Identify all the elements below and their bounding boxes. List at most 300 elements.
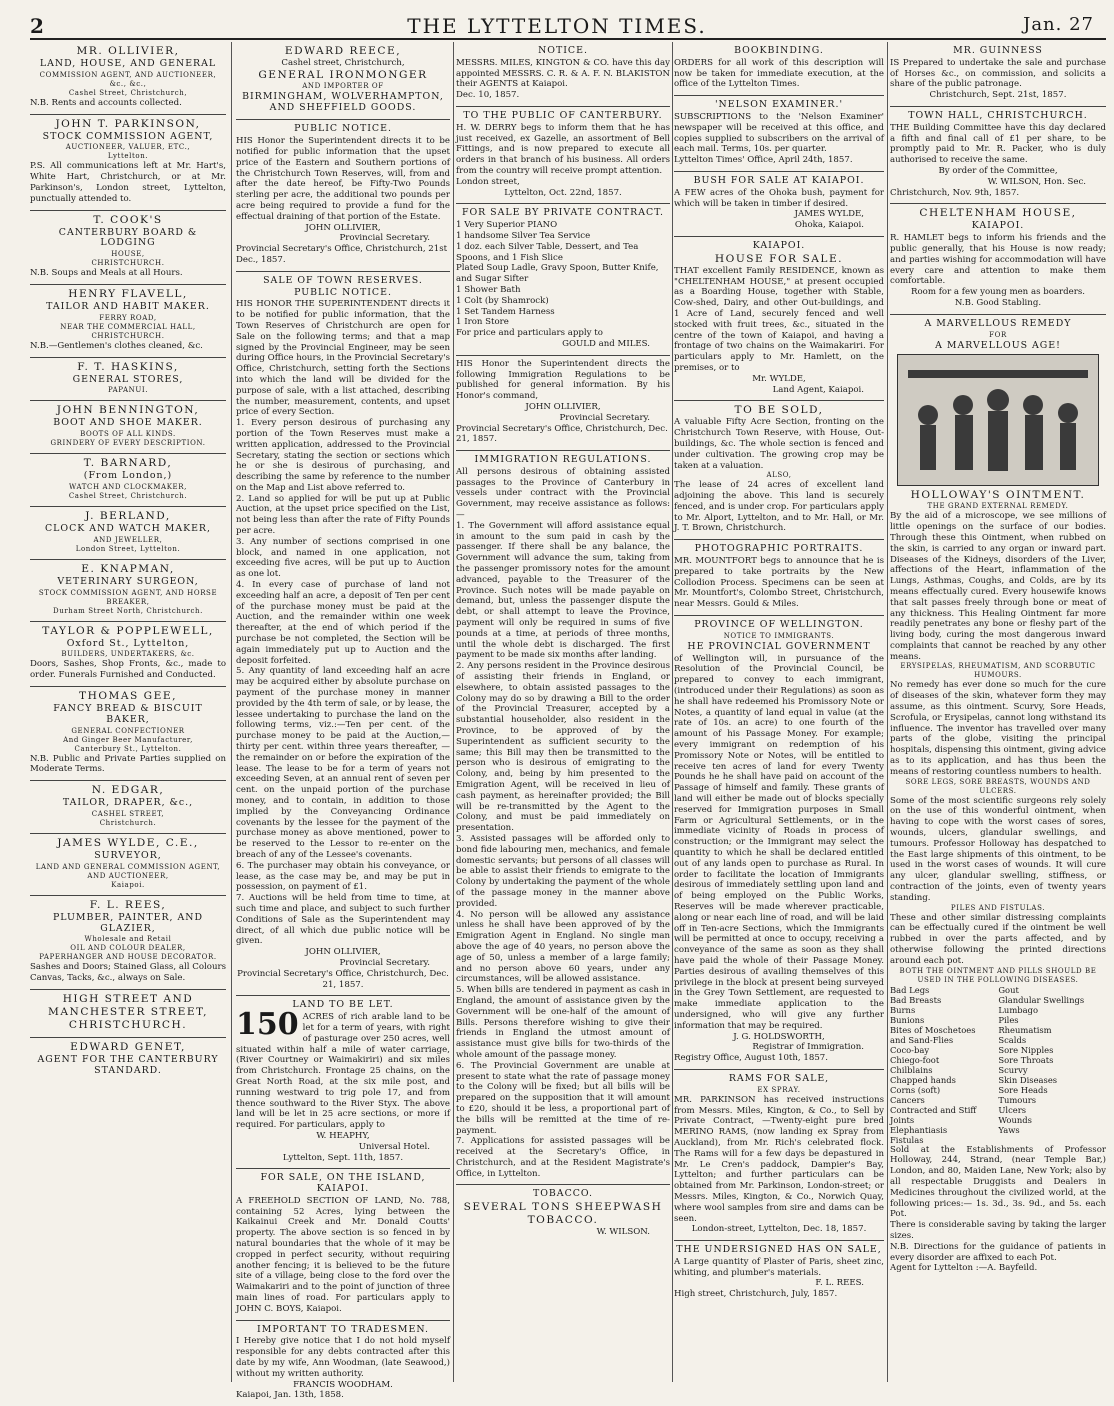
card-line: MR. OLLIVIER, <box>76 45 180 57</box>
card-line: London Street, Lyttelton. <box>75 544 181 553</box>
disease-cell: Piles <box>998 1014 1019 1025</box>
business-card <box>30 560 226 622</box>
signature-title: Registrar of Immigration. <box>752 1042 864 1053</box>
notice-body: HIS Honor the Superintendent directs the following Immigration Regulations to be published for general information. By his Honor's command, <box>456 358 670 402</box>
section-heading: SORE LEGS, SORE BREASTS, WOUNDS AND ULCERS. <box>905 777 1091 795</box>
notice-title: PHOTOGRAPHIC PORTRAITS. <box>694 543 864 555</box>
term-item: 5. Any quantity of land exceeding half an acre may be acquired either by absolute purchase on payment of the purchase money in manner provided by the 4th term of sale, or by lease, the lessee undertaking to purchase the land on the following terms, viz.:—Ten per cent. of the purchase money to be paid at the Auction,—thirty per cent. within three years thereafter, —the remainder on or before the expiration of the lease. The lease to be for a term of years not exceeding Seven, at an annual rent of seven per cent. on the unpaid portion of the purchase money, and to contain, in addition to those implied by the Conveyancing Ordinance covenants by the lessee for the payment of the purchase money as above mentioned, power to be reserved to the Lessor to re-enter on the breach of any of the Lessee's covenants. <box>236 666 450 860</box>
sale-item: 1 Shower Bath <box>456 284 521 295</box>
notice-title: HOUSE FOR SALE. <box>714 252 844 265</box>
card-line: GRINDERY OF EVERY DESCRIPTION. <box>50 439 206 448</box>
issue-date: Jan. 27 <box>1023 14 1094 35</box>
notice-body: THAT excellent Family RESIDENCE, known as "CHELTENHAM HOUSE," at present occupied as a Boarding House, together with Stable, Cow-shed, Dairy, and other Out-buildings, and 1 Acre of Land, securely fenced and well stocked with fruit trees, &c., situated in the centre of the town of Kaiapoi, and having a frontage of two chains on the Waimakariri. For particulars apply to Mr. Hamlett, on the premises, or to <box>674 265 884 373</box>
sale-item: 1 doz. each Silver Table, Dessert, and Tea Spoons, and 1 Fish Slice <box>456 241 639 263</box>
disease-cell: and Sand-Flies <box>890 1034 954 1045</box>
term-item: 2. Land so applied for will be put up at Public Auction, at the upset price specified on the List, not being less than after the rate of Fifty Pounds per acre. <box>236 493 450 537</box>
nelson-examiner-ad <box>674 96 884 172</box>
notice-body: ACRES of rich arable land to be let for a term of years, with right of pasturage over 250 acres, well situated within half a mile of water carriage, (River Courtney or Waimakiriri) and six miles from Christchurch. Frontage 25 chains, on the Great North Road, at the six mile post, and running westward to trig pole 17, and from thence southward to the River Styx. The above land will be let in 25 acre sections, or more if required. For particulars, apply to <box>236 1012 450 1131</box>
card-line: TAILOR AND HABIT MAKER. <box>46 300 210 312</box>
table-row <box>890 1065 1106 1075</box>
signature: W. WILSON. <box>596 1227 650 1238</box>
signature-title: Provincial Secretary. <box>559 412 650 423</box>
card-line: JOHN T. PARKINSON, <box>55 117 201 130</box>
business-card <box>30 781 226 834</box>
guinness-ad <box>890 42 1106 107</box>
card-line: LAND AND GENERAL COMMISSION AGENT, AND AUCTIONEER, <box>35 862 221 880</box>
card-line: SURVEYOR, <box>94 849 162 861</box>
card-line: Oxford St., Lyttelton, <box>66 637 190 649</box>
sale-on-island <box>236 1169 450 1320</box>
table-row <box>890 1075 1106 1085</box>
ad-paragraph: N.B. Directions for the guidance of patients in every disorder are affixed to each Pot. <box>890 1241 1106 1263</box>
card-line: (From London,) <box>83 470 173 482</box>
notice-title: TO BE SOLD, <box>734 404 824 417</box>
card-note: N.B. Soups and Meals at all Hours. <box>30 268 183 279</box>
disease-cell: Scurvy <box>998 1064 1028 1075</box>
signature-title: Provincial Secretary. <box>339 957 430 968</box>
signature: Mr. WYLDE, <box>752 373 806 384</box>
notice-title: LAND TO BE LET. <box>292 999 394 1011</box>
page-number: 2 <box>30 14 44 38</box>
card-line: JAMES WYLDE, C.E., <box>57 836 199 849</box>
photographic-portraits <box>674 540 884 616</box>
regulation-item: 6. The Provincial Government are unable at present to state what the rate of passage money to the Colony will be fixed; but all bills will be prepared on the supposition that it will amount to £20, should it be less, a proportional part of the bills will be remitted at the time of re-payment. <box>456 1060 670 1136</box>
disease-cell: Chiego-foot <box>890 1054 940 1065</box>
house-for-sale <box>674 237 884 401</box>
card-line: F. L. REES, <box>89 898 167 911</box>
notice-footer: High street, Christchurch, July, 1857. <box>674 1289 838 1300</box>
card-line: OIL AND COLOUR DEALER, <box>70 944 186 953</box>
notice-subtitle: KAIAPOI. <box>971 220 1025 232</box>
disease-cell: Lumbago <box>998 1004 1039 1015</box>
disease-cell: Chapped hands <box>890 1074 956 1085</box>
signature: FRANCIS WOODHAM. <box>293 1379 393 1390</box>
table-row <box>890 1125 1106 1135</box>
notice-title: FOR SALE BY PRIVATE CONTRACT. <box>461 207 665 219</box>
signature-title: Universal Hotel. <box>358 1141 430 1152</box>
card-line: NEAR THE COMMERCIAL HALL, <box>60 322 196 331</box>
location: KAIAPOI. <box>752 239 806 251</box>
immigration-intro <box>456 356 670 451</box>
column-2 <box>236 42 450 1401</box>
disease-cell: Joints <box>890 1114 915 1125</box>
card-line: Kaiapoi. <box>111 880 145 889</box>
card-line: T. COOK'S <box>93 213 163 226</box>
section-heading: PILES AND FISTULAS. <box>950 903 1046 912</box>
disease-cell: Wounds <box>998 1114 1032 1125</box>
table-row <box>890 995 1106 1005</box>
notice-body: SUBSCRIPTIONS to the 'Nelson Examiner' newspaper will be received at this office, and copies supplied to subscribers on the arrival of each mail. Terms, 10s. per quarter. <box>674 111 884 155</box>
disease-cell: Contracted and Stiff <box>890 1104 977 1115</box>
notice-body: MESSRS. MILES, KINGTON & CO. have this day appointed MESSRS. C. R. & A. F. N. BLAKISTON their AGENTS at Kaiapoi. <box>456 57 670 90</box>
notice-body: A FEW acres of the Ohoka bush, payment for which will be taken in timber if desired. <box>674 187 884 209</box>
table-row <box>890 985 1106 995</box>
section-heading: ERYSIPELAS, RHEUMATISM, AND SCORBUTIC HUMOURS. <box>900 662 1096 680</box>
disease-cell: Tumours <box>998 1094 1037 1105</box>
derry-notice <box>456 107 670 204</box>
notice-title: IMPORTANT TO TRADESMEN. <box>257 1323 429 1335</box>
acreage-number: 150 <box>236 1007 299 1043</box>
ad-paragraph: Some of the most scientific surgeons rely solely on the use of this wonderful ointment, when having to cope with the worst cases of sores, wounds, ulcers, glandular swellings, and tumours. Professor Holloway has despatched to the East large shipments of this ointment, to be used in the worst cases of wounds. It will cure any ulcer, glandular swelling, stiffness, or contraction of the joints, even of twenty years standing. <box>890 795 1106 903</box>
notice-body: A valuable Fifty Acre Section, fronting on the Christchurch Town Reserve, with House, Out-buildings, &c. The whole section is fenced and under cultivation. The growing crop may be taken at a valuation. <box>674 417 884 471</box>
card-line: PLUMBER, PAINTER, AND GLAZIER, <box>52 911 203 934</box>
notice-body: H. W. DERRY begs to inform them that he has just received, ex Gazelle, an assortment of Bell Fittings, and is now prepared to execute all orders in that branch of his business. All orders from the country will receive prompt attention. <box>456 122 670 176</box>
tradesmen-notice <box>236 1321 450 1406</box>
notice-footer: Registry Office, August 10th, 1857. <box>674 1053 828 1064</box>
notice-footer: Provincial Secretary's Office, Christchurch, 21st Dec., 1857. <box>236 244 448 265</box>
sale-of-town-reserves <box>236 272 450 997</box>
notice-body: MR. MOUNTFORT begs to announce that he is prepared to take portraits by the New Collodion Process. Specimens can be seen at Mr. Mountfort's, Colombo Street, Christchurch, near Messrs. Gould & Miles. <box>674 556 884 610</box>
signature-title: Provincial Secretary. <box>339 233 430 244</box>
ad-paragraph: By the aid of a microscope, we see millions of little openings on the surface of our bodies. Through these this Ointment, when rubbed on the skin, is carried to any organ or inward part. Diseases of the Kidneys, disorders of the Liver, affections of the Heart, inflammation of the Lungs, Asthmas, Coughs, and Colds, are by its means effectually cured. Every housewife knows that salt passes freely through bone or meat of any thickness. This Healing Ointment far more readily penetrates any bone or fleshy part of the living body, curing the most dangerous inward complaints that cannot be reached by any other means. <box>890 511 1106 662</box>
card-line: F. T. HASKINS, <box>77 360 179 373</box>
bush-sale-ad <box>674 172 884 237</box>
term-item: 1. Every person desirous of purchasing any portion of the Town Reserves must make a written application, addressed to the Provincial Secretary, stating the section or sections which he or she is desirous of purchasing, and describing the same by reference to the number on the Map and List above referred to. <box>236 418 450 493</box>
business-card <box>30 211 226 285</box>
card-line: JOHN BENNINGTON, <box>56 404 200 417</box>
table-row <box>890 1005 1106 1015</box>
advertiser-name: EDWARD REECE, <box>284 45 402 57</box>
section-heading: BOTH THE OINTMENT AND PILLS SHOULD BE USED IN THE FOLLOWING DISEASES. <box>899 966 1097 984</box>
business-card <box>30 358 226 402</box>
trade: GENERAL IRONMONGER <box>258 68 428 81</box>
term-item: 4. In every case of purchase of land not exceeding half an acre, a deposit of Ten per cent of the purchase money must be paid at the Auction, and the remainder within one week thereafter, at the end of which period if the purchase be not completed, the Section will be again immediately put up to Auction and the deposit forfeited. <box>236 580 450 666</box>
holloway-ointment-ad <box>890 315 1106 1279</box>
notice-footer: Provincial Secretary's Office, Christchurch, Dec. 21, 1857. <box>237 968 449 990</box>
address: Cashel street, Christchurch, <box>281 58 405 68</box>
business-card <box>30 622 226 687</box>
diseases-table <box>890 985 1106 1145</box>
card-line: COMMISSION AGENT, AND AUCTIONEER, &c., &c., <box>39 70 217 88</box>
card-line: PAPANUI. <box>107 386 149 395</box>
table-row <box>890 1045 1106 1055</box>
subtitle: AND IMPORTER OF <box>302 81 384 90</box>
table-row <box>890 1055 1106 1065</box>
engraving-figures <box>898 355 1098 485</box>
business-card <box>30 42 226 115</box>
notice-title: PUBLIC NOTICE. <box>294 123 392 135</box>
notice-title: RAMS FOR SALE, <box>728 1072 830 1084</box>
business-card <box>30 401 226 454</box>
business-card <box>30 990 226 1038</box>
notice-footer: Christchurch, Sept. 21st, 1857. <box>929 90 1067 101</box>
signature-title: Land Agent, Kaiapoi. <box>772 384 864 395</box>
signature: W. HEAPHY, <box>316 1130 370 1141</box>
notice-subtitle: PUBLIC NOTICE. <box>294 286 392 298</box>
section-to-be-sold <box>674 401 884 540</box>
ad-paragraph: Sold at the Establishments of Professor Holloway, 244, Strand, (near Temple Bar,) London, and 80, Maiden Lane, New York; also by all respectable Druggists and Dealers in Medicines throughout the civilized world, at the following prices:— 1s. 3d., 3s. 9d., and 5s. each Pot. <box>890 1144 1106 1220</box>
card-line: GENERAL CONFECTIONER <box>71 726 185 735</box>
column-divider <box>672 42 673 1382</box>
notice-title: NOTICE. <box>538 45 588 56</box>
note: Room for a few young men as boarders. <box>911 287 1085 298</box>
masthead-rule <box>30 38 1106 40</box>
column-3 <box>456 42 670 1382</box>
signature: J. G. HOLDSWORTH, <box>733 1031 825 1042</box>
sale-item: 1 Colt (by Shamrock) <box>456 295 549 306</box>
notice-body: R. HAMLET begs to inform his friends and the public generally, that his House is now ready; and parties wishing for accommodation will have every care and attention to make them comfortable. <box>890 233 1106 287</box>
business-card <box>30 1038 226 1083</box>
card-line: Durham Street North, Christchurch. <box>53 606 203 615</box>
goods: BIRMINGHAM, WOLVERHAMPTON, AND SHEFFIELD GOODS. <box>242 90 444 113</box>
card-note: N.B. Public and Private Parties supplied on Moderate Terms. <box>30 753 226 775</box>
card-line: HENRY FLAVELL, <box>68 287 188 300</box>
notice-footer: Lyttelton Times' Office, April 24th, 1857. <box>674 155 853 166</box>
term-item: 6. The purchaser may obtain his conveyance, or lease, as the case may be, and may be put in possession, on payment of £1. <box>236 860 450 893</box>
signature: JOHN OLLIVIER, <box>305 947 381 958</box>
regulation-item: 2. Any persons resident in the Province desirous of assisting their friends in England, or elsewhere, to obtain assisted passages to the Colony may do so by drawing a Bill to the order of the Provincial Treasurer, accepted by a substantial householder, also resident in the Province, to be approved of by the Superintendent as sufficient security to the same; this Bill may then be transmitted to the person who is desirous of emigrating to the Colony, and, being by him presented to the Emigration Agent, will be received in lieu of cash payment, as hereinafter provided; the Bill will be re-transmitted by the Agent to the Colony, and must be paid immediately on presentation. <box>456 661 670 834</box>
sale-item: 1 Set Tandem Harness <box>456 306 555 317</box>
disease-cell: Sore Heads <box>998 1084 1048 1095</box>
card-line: CLOCK AND WATCH MAKER, <box>45 522 211 534</box>
terms-list <box>236 418 450 947</box>
business-card <box>30 896 226 990</box>
cheltenham-house-ad <box>890 204 1106 314</box>
disease-cell: Skin Diseases <box>998 1074 1058 1085</box>
disease-cell: Coco-bay <box>890 1044 930 1055</box>
business-card <box>30 507 226 560</box>
notice-title: MR. GUINNESS <box>953 45 1043 56</box>
regulation-item: 7. Applications for assisted passages will be received at the Secretary's Office, in Christchurch, and at the Resident Magistrate's Office, in Lyttelton. <box>456 1136 670 1179</box>
card-note: N.B. Rents and accounts collected. <box>30 97 182 108</box>
notice-title: BUSH FOR SALE AT KAIAPOI. <box>693 174 865 186</box>
ad-headline: A MARVELLOUS REMEDY <box>924 317 1072 329</box>
land-to-let <box>236 996 450 1169</box>
disease-cell: Corns (soft) <box>890 1084 941 1095</box>
regulations-list <box>456 521 670 1180</box>
notice-title: SALE OF TOWN RESERVES. <box>263 274 423 286</box>
regulation-item: 1. The Government will afford assistance equal in amount to the sum paid in cash by the passenger. If there shall be any balance, the Government will advance the sum, taking from the passenger promissory notes for the amount advanced, payable to the Treasurer of the Province. Such notes will be made payable on demand, but, unless the passenger dispute the debt, or shall attempt to leave the Province, payment will only be required in sums of five pounds at a time, at periods of three months, until the whole debt is discharged. The first payment to be made six months after landing. <box>456 520 670 661</box>
notice-body-2: The lease of 24 acres of excellent land adjoining the above. This land is securely fenced, and is under crop. For particulars apply to Mr. Alport, Lyttelton, and to Mr. Hall, or Mr. J. T. Brown, Christchurch. <box>674 480 884 534</box>
notice-body: of Wellington will, in pursuance of the Resolution of the Provincial Council, be prepared to convey to each immigrant, (introduced under their Regulations) as soon as he shall have redeemed his Promissory Note or Notes, a quantity of land equal in value (at the rate of 10s. an acre) to one fourth of the amount of his Passage Money. For example; every immigrant on redemption of his Promissory Note or Notes, will be entitled to receive ten acres of land for every Twenty Pounds he he shall have paid on account of the Passage of himself and family. These grants of land will either be made out of blocks specially reserved for Immigration purposes in Small Farm or Agricultural Settlements, or in the immediate vicinity of Roads in process of construction; or the Immigrant may select the quantity to which he shall be declared entitled out of any lands open to purchase as Rural. In order to facilitate the location of Immigrants desirous of immediately settling upon land and of being employed on the Public Works, Reserves will be made wherever practicable, along or near each line of road, and will be laid off in Ten-acre Sections, which the Immigrants will be permitted at once to occupy, receiving a conveyance of the same as soon as they shall have paid the whole of their Passage Money. Parties desirous of availing themselves of this privilege in the block at present being surveyed in the Grey Town Settlement, are requested to make immediate application to the undersigned, who will give any further information that may be required. <box>674 653 884 1031</box>
table-row <box>890 1035 1106 1045</box>
card-line: CANTERBURY BOARD & LODGING <box>58 226 198 249</box>
term-item: 3. Any number of sections comprised in one block, and named in one application, not exceeding five acres, will be put up to Auction as one lot. <box>236 536 450 580</box>
notice-body: SEVERAL TONS SHEEPWASH TOBACCO. <box>463 1201 663 1227</box>
disease-cell: Bites of Moschetoes <box>890 1024 976 1035</box>
notice-title: FOR SALE, ON THE ISLAND, KAIAPOI. <box>260 1172 426 1195</box>
notice-body: I Hereby give notice that I do not hold myself responsible for any debts contracted after this date by my wife, Ann Woodman, (late Seawood,) without my written authority. <box>236 1336 450 1379</box>
card-line: N. EDGAR, <box>91 784 165 797</box>
masthead <box>0 0 1114 40</box>
notice-title: TOWN HALL, CHRISTCHURCH. <box>908 109 1088 121</box>
notice-title: CHELTENHAM HOUSE, <box>919 207 1077 220</box>
card-line: Canterbury St., Lyttelton. <box>74 744 182 753</box>
card-note: Sashes and Doors; Stained Glass, all Colours Canvas, Tacks, &c., always on Sale. <box>30 962 226 984</box>
card-line: AGENT FOR THE CANTERBURY STANDARD. <box>37 1053 219 1076</box>
card-line: Lyttelton. <box>107 152 149 161</box>
card-line: T. BARNARD, <box>83 457 173 470</box>
notice-footer: Christchurch, Nov. 9th, 1857. <box>890 187 1020 198</box>
card-line: THOMAS GEE, <box>79 689 177 702</box>
notice-title: TOBACCO. <box>532 1188 594 1200</box>
card-line: WATCH AND CLOCKMAKER, <box>69 482 187 491</box>
signature: JOHN OLLIVIER, <box>525 401 601 412</box>
card-line: Cashel Street, Christchurch, <box>68 88 188 97</box>
table-row <box>890 1135 1106 1145</box>
note: N.B. Good Stabling. <box>954 297 1042 308</box>
table-row <box>890 1015 1106 1025</box>
notice-body: A FREEHOLD SECTION OF LAND, No. 788, containing 52 Acres, lying between the Kaikainui Creek and Mr. Donald Coutts' property. The above section is so fenced in by natural boundaries that the whole of it may be cropped in perfect security, without requiring another fencing; it is believed to be the future site of a village, being close to the ford over the Waimakariri and to the point of junction of three main lines of road. For particulars apply to JOHN C. BOYS, Kaiapoi. <box>236 1195 450 1314</box>
notice-head: HE PROVINCIAL GOVERNMENT <box>687 640 871 652</box>
product-tagline: THE GRAND EXTERNAL REMEDY. <box>927 502 1069 511</box>
notice-subtitle: EX SPRAY. <box>757 1085 801 1094</box>
signature: JAMES WYLDE, <box>794 209 864 220</box>
ad-paragraph: These and other similar distressing complaints can be effectually cured if the ointment be well rubbed in over the parts affected, and by otherwise following the printed directions around each pot. <box>890 912 1106 966</box>
notice-footer: Lyttelton, Oct. 22nd, 1857. <box>504 187 622 198</box>
disease-cell: Scalds <box>998 1034 1027 1045</box>
ad-headline-2: A MARVELLOUS AGE! <box>935 339 1061 351</box>
notice-body: ORDERS for all work of this description will now be taken for immediate execution, at the office of the Lyttelton Times. <box>674 57 884 90</box>
card-line: CHRISTCHURCH. <box>91 331 165 340</box>
sale-item: 1 Iron Store <box>456 317 509 328</box>
notice-title: THE UNDERSIGNED HAS ON SALE, <box>676 1244 882 1256</box>
card-line: GENERAL STORES, <box>72 373 184 385</box>
business-card <box>30 687 226 781</box>
card-line: J. BERLAND, <box>85 509 171 522</box>
card-line: BUILDERS, UNDERTAKERS, &c. <box>61 650 195 659</box>
notice-by: By order of the Committee, <box>938 165 1058 176</box>
signature: W. WILSON, Hon. Sec. <box>987 176 1086 187</box>
rams-for-sale <box>674 1070 884 1241</box>
disease-cell: Chilblains <box>890 1064 933 1075</box>
sale-item: 1 handsome Silver Tea Service <box>456 230 591 241</box>
card-line: CHRISTCHURCH. <box>91 259 165 268</box>
regulation-item: 3. Assisted passages will be afforded only to bond fide labouring men, mechanics, and female domestic servants; but persons of all classes will be able to assist their friends to emigrate to the Colony by undertaking the payment of the whole of the passage money in the manner above provided. <box>456 833 670 909</box>
notice-footer: London street, <box>456 176 520 187</box>
notice-title: 'NELSON EXAMINER.' <box>714 99 844 111</box>
business-card <box>30 834 226 896</box>
notice-footer: Dec. 10, 1857. <box>456 90 520 101</box>
card-line: Wholesale and Retail <box>84 935 172 944</box>
column-1-business-cards <box>30 42 226 1382</box>
agent-line: Agent for Lyttelton :—A. Bayfeild. <box>890 1263 1038 1274</box>
card-line: E. KNAPMAN, <box>81 562 175 575</box>
card-line: STOCK COMMISSION AGENT, AND HORSE BREAKER, <box>38 588 218 606</box>
disease-cell: Fistulas <box>890 1134 924 1145</box>
disease-cell <box>998 1135 1106 1145</box>
signature-title: Ohoka, Kaiapoi. <box>794 220 864 231</box>
sale-item: 1 Very Superior PIANO <box>456 220 558 231</box>
also-label: ALSO, <box>766 471 792 480</box>
business-card <box>30 285 226 358</box>
table-row <box>890 1025 1106 1035</box>
business-card <box>30 454 226 507</box>
disease-cell: Yaws <box>998 1124 1020 1135</box>
business-card <box>30 115 226 211</box>
reece-ad <box>236 42 450 120</box>
ad-paragraph: There is considerable saving by taking the larger sizes. <box>890 1220 1106 1241</box>
notice-subtitle: NOTICE TO IMMIGRANTS. <box>723 631 835 640</box>
notice-title: IMMIGRATION REGULATIONS. <box>474 454 652 466</box>
notice-title: TO THE PUBLIC OF CANTERBURY. <box>463 109 663 121</box>
notice-body: IS Prepared to undertake the sale and purchase of Horses &c., on commission, and solicits a share of the public patronage. <box>890 57 1106 90</box>
private-contract-sale <box>456 204 670 355</box>
regulation-item: 5. When bills are tendered in payment as cash in England, the amount of assistance given by the Government will be one-half of the amount of Bills. Persons therefore wishing to give their friends in England the utmost amount of assistance must give bills for two-thirds of the whole amount of the passage money. <box>456 985 670 1060</box>
card-line: HOUSE, <box>111 250 145 259</box>
notice-body: A Large quantity of Plaster of Paris, sheet zinc, whiting, and plumber's materials. <box>674 1256 884 1278</box>
disease-cell: Ulcers <box>998 1104 1027 1115</box>
newspaper-title: THE LYTTELTON TIMES. <box>407 14 707 38</box>
column-4 <box>674 42 884 1382</box>
disease-cell: Glandular Swellings <box>998 994 1085 1005</box>
card-note: Doors, Sashes, Shop Fronts, &c., made to order. Funerals Furnished and Conducted. <box>30 659 226 681</box>
notice-body: HIS Honor the Superintendent directs it to be notified for public information that the upset price of the Eastern and Southern portions of the Christchurch Town Reserves, will, from and after the date hereof, be Fifty-Two Pounds sterling per acre, the additional two pounds per acre being required to provide a fund for the effectual draining of that portion of the Estate. <box>236 136 450 222</box>
disease-cell: Bad Breasts <box>890 994 942 1005</box>
disease-cell: Burns <box>890 1004 916 1015</box>
tobacco-ad <box>456 1185 670 1243</box>
disease-cell: Elephantiasis <box>890 1124 948 1135</box>
term-item: 7. Auctions will be held from time to time, at such time and place, and subject to such further Conditions of Sale as the Superintendent may direct, of all which due public notice will be given. <box>236 893 450 947</box>
card-line: STOCK COMMISSION AGENT, <box>42 130 214 142</box>
notice-footer: Lyttelton, Sept. 11th, 1857. <box>282 1152 404 1163</box>
card-line: Christchurch. <box>99 818 157 827</box>
town-hall-notice <box>890 107 1106 204</box>
disease-cell: Gout <box>998 984 1019 995</box>
signature: JOHN OLLIVIER, <box>305 222 381 233</box>
card-line: And Ginger Beer Manufacturer, <box>63 735 193 744</box>
card-note: N.B.—Gentlemen's clothes cleaned, &c. <box>30 340 203 351</box>
column-divider <box>453 42 454 1382</box>
bookbinding-ad <box>674 42 884 96</box>
card-line: LAND, HOUSE, AND GENERAL <box>39 58 217 69</box>
card-line: TAYLOR & POPPLEWELL, <box>42 624 214 637</box>
regulation-item: 4. No person will be allowed any assistance unless he shall have been approved of by the Emigration Agent in England. No single man above the age of 40 years, no person above the age of 50, unless a member of a large family; and no person above 60 years, under any circumstances, will be allowed assistance. <box>456 909 670 985</box>
card-note: P.S. All communications left at Mr. Hart's, White Hart, Christchurch, or at Mr. Parkinson's, London street, Lyttelton, punctually attended to. <box>30 161 226 204</box>
undersigned-sale <box>674 1241 884 1305</box>
card-line: FERRY ROAD, <box>99 313 157 322</box>
card-line: BOOT AND SHOE MAKER. <box>53 417 203 429</box>
card-line: AUCTIONEER, VALUER, ETC., <box>65 143 191 152</box>
wellington-notice <box>674 616 884 1070</box>
card-line: EDWARD GENET, <box>70 1040 186 1053</box>
notice-footer: Provincial Secretary's Office, Christchurch, Dec. 21, 1857. <box>456 423 668 445</box>
column-divider <box>231 42 232 1382</box>
notice-footer: Kaiapoi, Jan. 13th, 1858. <box>236 1390 344 1401</box>
ad-headline-for: FOR <box>989 330 1007 339</box>
notice-footer: London-street, Lyttelton, Dec. 18, 1857. <box>691 1224 867 1235</box>
ad-paragraph: No remedy has ever done so much for the cure of diseases of the skin, whatever form they may assume, as this ointment. Scurvy, Sore Heads, Scrofula, or Erysipelas, cannot long withstand its influence. The inventor has travelled over many parts of the globe, visiting the principal hospitals, dispensing this ointment, giving advice as to its application, and has thus been the means of restoring countless numbers to health. <box>890 680 1106 777</box>
notice-body: MR. PARKINSON has received instructions from Messrs. Miles, Kington, & Co., to Sell by Private Contract, —Twenty-eight pure bred MERINO RAMS, (now landing ex Spray from Auckland), from Mr. Rich's celebrated flock. The Rams will for a few days be depastured in Mr. Le Cren's paddock, Dampier's Bay, Lyttelton; and further particulars can be obtained from Mr. Parkinson, London-street; or Messrs. Miles, Kington, & Co., Norwich Quay, where wool samples from sire and dams can be seen. <box>674 1094 884 1224</box>
card-line: CASHEL STREET, <box>91 809 165 818</box>
item-list <box>456 220 670 328</box>
immigration-regulations <box>456 451 670 1185</box>
card-line: AND JEWELLER, <box>93 535 163 544</box>
card-line: HIGH STREET AND MANCHESTER STREET, CHRISTCHURCH. <box>48 992 208 1031</box>
table-row <box>890 1085 1106 1095</box>
disease-cell: Sore Nipples <box>998 1044 1054 1055</box>
public-notice-drainage <box>236 120 450 271</box>
card-line: VETERINARY SURGEON, <box>57 575 199 587</box>
disease-cell: Bad Legs <box>890 984 930 995</box>
card-line: FANCY BREAD & BISCUIT BAKER, <box>53 702 203 725</box>
notice-intro: All persons desirous of obtaining assisted passages to the Province of Canterbury in vessels under contract with the Provincial Government, may receive assistance as follows:— <box>456 466 670 521</box>
column-5 <box>890 42 1106 1382</box>
notice-intro: HIS HONOR THE SUPERINTENDENT directs it to be notified for public information, that the Town Reserves of Christchurch are open for Sale on the following terms; and that a map signed by the Provincial Engineer, may be seen during Office hours, in the Provincial Secretary's Office, Christchurch, setting forth the Sections into which the land will be divided for the purpose of sale, with a list attached, describing the number, measurement, contents, and upset price of every Section. <box>236 299 450 418</box>
column-divider <box>887 42 888 1382</box>
sale-item: Plated Soup Ladle, Gravy Spoon, Butter Knife, and Sugar Sifter <box>456 263 659 285</box>
notice-body: THE Building Committee have this day declared a fifth and final call of £1 per share, to be promptly paid to Mr. R. Packer, who is duly authorised to receive the same. <box>890 122 1106 166</box>
table-row <box>890 1095 1106 1105</box>
card-line: BOOTS OF ALL KINDS. <box>80 430 176 439</box>
signature: GOULD and MILES. <box>562 338 650 349</box>
table-row <box>890 1105 1106 1115</box>
disease-cell: Rheumatism <box>998 1024 1052 1035</box>
disease-cell: Bunions <box>890 1014 925 1025</box>
card-line: TAILOR, DRAPER, &c., <box>62 797 194 809</box>
notice-tail: For price and particulars apply to <box>456 328 603 339</box>
disease-cell: Sore Throats <box>998 1054 1054 1065</box>
